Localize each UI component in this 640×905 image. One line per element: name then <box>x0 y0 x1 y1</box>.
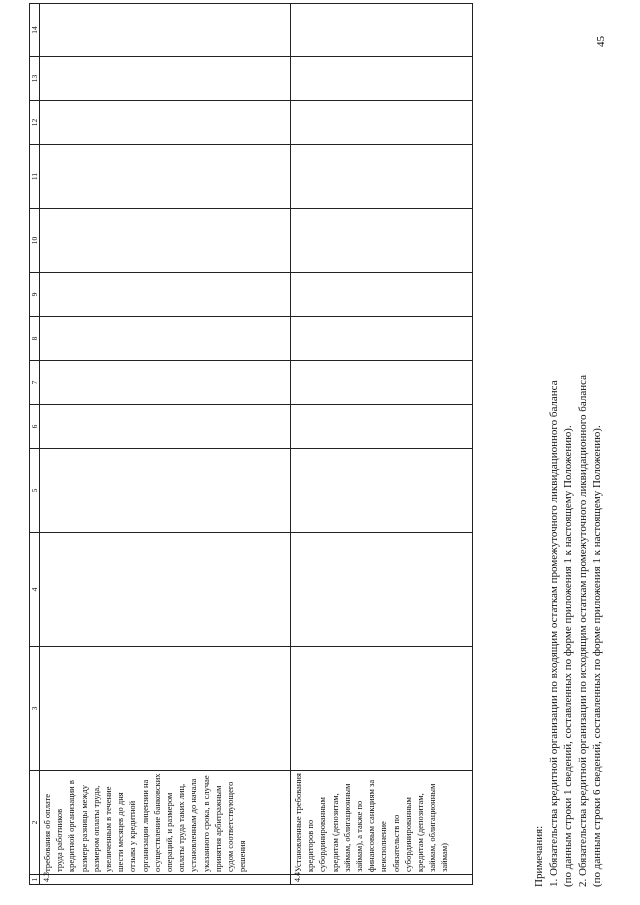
table-cell <box>291 273 473 317</box>
row-number: 4.3 <box>40 875 291 885</box>
liquidation-balance-table <box>29 3 473 885</box>
table-cell <box>40 209 291 273</box>
table-cell <box>40 405 291 449</box>
note-line: (по данным строки 6 сведений, составленных по форме приложения 1 к настоящему Положению). <box>591 425 603 887</box>
table-cell <box>40 4 291 57</box>
column-header: 6 <box>30 405 40 449</box>
table-cell <box>291 449 473 533</box>
table-cell <box>40 361 291 405</box>
note-line: (по данным строки 1 сведений, составленных по форме приложения 1 к настоящему Положению). <box>562 425 574 887</box>
table-cell <box>291 209 473 273</box>
table-row <box>40 4 291 885</box>
column-header: 2 <box>30 771 40 875</box>
note-line: 1. Обязательства кредитной организации по входящим остаткам промежуточного ликвидационного баланса <box>547 380 560 887</box>
table-cell <box>40 533 291 647</box>
table-cell <box>40 317 291 361</box>
table-cell <box>291 361 473 405</box>
column-header: 11 <box>30 145 40 209</box>
notes-title: Примечания: <box>533 825 545 887</box>
table-cell <box>40 57 291 101</box>
note-line: 2. Обязательства кредитной организации по исходящим остаткам промежуточного ликвидационного баланса <box>576 374 589 887</box>
table-cell <box>291 647 473 771</box>
table-cell <box>291 317 473 361</box>
column-header: 4 <box>30 533 40 647</box>
table-cell <box>40 273 291 317</box>
table-cell <box>291 533 473 647</box>
column-header: 7 <box>30 361 40 405</box>
table-cell <box>40 145 291 209</box>
column-header: 5 <box>30 449 40 533</box>
table-cell <box>40 101 291 145</box>
row-description: Установленные требования кредиторов по субординированным кредитам (депозитам, займам, облигационным займам), а также по финансовым санкциям за неисполнение обязательств по субординированным кредитам (депозитам, займам, облигационным займам) <box>291 771 473 875</box>
column-header: 3 <box>30 647 40 771</box>
table-cell <box>291 57 473 101</box>
column-header: 1 <box>30 875 40 885</box>
column-header: 13 <box>30 57 40 101</box>
table-cell <box>291 4 473 57</box>
table-cell <box>291 405 473 449</box>
row-description: требования об оплате труда работников кредитной организации в размере разницы между размером оплаты труда, увеличенным в течение шести месяцев до дня отзыва у кредитной организации лицензии на осуществление банковских операций, и размером оплаты труда таких лиц, установленным до начала указанного срока, в случае принятия арбитражным судом соответствующего решения <box>40 771 291 875</box>
notes-section <box>532 375 605 887</box>
table-header-row <box>30 4 40 885</box>
column-header: 8 <box>30 317 40 361</box>
page-number: 45 <box>595 36 607 47</box>
table-row <box>291 4 473 885</box>
column-header: 14 <box>30 4 40 57</box>
table-cell <box>291 101 473 145</box>
table-cell <box>40 647 291 771</box>
row-number: 4.4 <box>291 875 473 885</box>
column-header: 10 <box>30 209 40 273</box>
column-header: 12 <box>30 101 40 145</box>
table-cell <box>40 449 291 533</box>
column-header: 9 <box>30 273 40 317</box>
table-cell <box>291 145 473 209</box>
